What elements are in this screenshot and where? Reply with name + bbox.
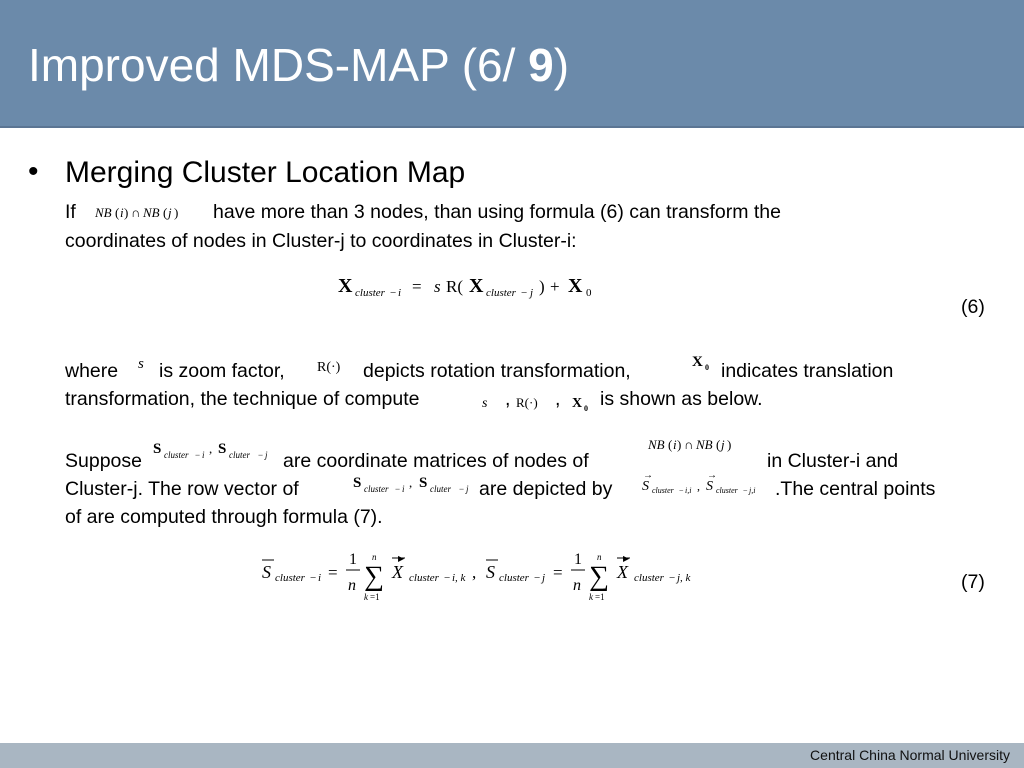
p3-end: in Cluster-i and [767, 450, 899, 472]
svg-text:∑: ∑ [589, 561, 609, 592]
svg-text:k: k [589, 592, 593, 602]
svg-text:R(·): R(·) [317, 360, 341, 375]
p2-comma2: , [555, 388, 561, 410]
math-nb-intersection [95, 202, 207, 224]
footer-institution: Central China Normal University [810, 747, 1010, 763]
svg-text:−: − [258, 450, 264, 460]
svg-text:▶: ▶ [623, 554, 630, 563]
p3-line2a: Cluster-j. The row vector of [65, 478, 299, 500]
p3-line2b: are depicted by [479, 478, 613, 500]
svg-text:i, k: i, k [452, 572, 466, 584]
svg-text:NB: NB [143, 205, 160, 220]
svg-text:=: = [328, 563, 338, 582]
p2-zoom: is zoom factor, [159, 360, 285, 382]
svg-text:cluster: cluster [652, 486, 674, 495]
math-s-2 [480, 392, 494, 412]
slide-header [0, 0, 1024, 128]
svg-text:+: + [550, 277, 560, 296]
p2-where: where [65, 360, 119, 382]
svg-text:−: − [669, 572, 676, 584]
svg-text:NB: NB [95, 205, 112, 220]
svg-text:j: j [721, 437, 725, 452]
svg-text:i,i: i,i [685, 486, 692, 495]
svg-text:−: − [679, 486, 684, 495]
svg-text:i: i [673, 437, 677, 452]
bullet-marker: • [28, 155, 39, 188]
svg-text:=1: =1 [370, 592, 380, 602]
svg-text:NB: NB [648, 437, 665, 452]
p2-end: is shown as below. [600, 388, 763, 410]
svg-text:i: i [120, 205, 124, 220]
p2-comma1: , [505, 388, 511, 410]
svg-text:i: i [202, 450, 205, 460]
p2-rot: depicts rotation transformation, [363, 360, 631, 382]
svg-text:∩: ∩ [131, 205, 141, 220]
svg-text:S: S [419, 475, 428, 491]
svg-text:n: n [348, 577, 356, 594]
svg-text:cluster: cluster [275, 572, 305, 584]
p3-line3: of are computed through formula (7). [65, 506, 383, 528]
svg-text:,: , [209, 441, 213, 456]
svg-text:S: S [218, 441, 227, 457]
math-rotation [315, 355, 355, 377]
svg-text:n: n [573, 577, 581, 594]
svg-text:(: ( [716, 437, 721, 452]
svg-text:X: X [568, 275, 583, 297]
svg-text:n: n [372, 552, 377, 562]
svg-text:R(: R( [446, 277, 463, 296]
p1-line2: coordinates of nodes in Cluster-j to coordinates in Cluster-i: [65, 230, 577, 252]
svg-text:cluster: cluster [486, 287, 516, 299]
svg-text:,: , [409, 475, 413, 490]
svg-text:cluter: cluter [430, 484, 451, 494]
math-s [136, 353, 150, 373]
p2-trans: indicates translation [721, 360, 894, 382]
svg-text:cluster: cluster [355, 287, 385, 299]
svg-text:−: − [459, 484, 465, 494]
math-s-matrices-2 [351, 471, 483, 497]
math-x0-2 [570, 392, 596, 416]
svg-text:0: 0 [584, 404, 588, 413]
svg-text:−: − [395, 484, 401, 494]
p3-line2c: .The central points [775, 478, 936, 500]
p1-rest: have more than 3 nodes, than using formula (6) can transform the [213, 201, 781, 223]
svg-text:−: − [534, 572, 541, 584]
svg-text:=: = [412, 277, 422, 296]
svg-text:X: X [617, 562, 628, 582]
svg-text:cluster: cluster [634, 572, 664, 584]
svg-text:i: i [402, 484, 405, 494]
svg-text:k: k [364, 592, 368, 602]
svg-text:cluster: cluster [716, 486, 738, 495]
svg-text:→: → [643, 470, 653, 481]
svg-text:j: j [542, 572, 546, 584]
svg-text:=1: =1 [595, 592, 605, 602]
svg-text:cluster: cluster [164, 450, 189, 460]
slide-footer [0, 743, 1024, 768]
p3-mid: are coordinate matrices of nodes of [283, 450, 589, 472]
svg-text:∩: ∩ [684, 437, 694, 452]
svg-text:0: 0 [705, 363, 709, 372]
svg-text:(: ( [668, 437, 673, 452]
svg-text:n: n [597, 552, 602, 562]
svg-text:X: X [392, 562, 403, 582]
svg-text:S: S [642, 479, 649, 494]
svg-text:S: S [486, 562, 495, 582]
equation-6 [338, 270, 618, 302]
svg-text:S: S [262, 562, 271, 582]
p2-line2: transformation, the technique of compute [65, 388, 420, 410]
svg-text:i: i [318, 572, 322, 584]
svg-text:cluster: cluster [409, 572, 439, 584]
svg-text:0: 0 [586, 287, 592, 299]
section-heading: Merging Cluster Location Map [65, 156, 466, 189]
svg-text:S: S [153, 441, 162, 457]
p1-if: If [65, 201, 76, 223]
svg-text:−: − [444, 572, 451, 584]
svg-text:=: = [553, 563, 563, 582]
math-rotation-2 [514, 392, 554, 414]
svg-text:): ) [727, 437, 732, 452]
svg-text:X: X [338, 275, 353, 297]
math-x0 [690, 350, 716, 376]
svg-text:X: X [469, 275, 484, 297]
svg-text:s: s [434, 277, 441, 296]
svg-text:j: j [265, 450, 268, 460]
svg-text:1: 1 [349, 551, 357, 568]
math-s-matrices [151, 437, 283, 463]
svg-text:cluster: cluster [499, 572, 529, 584]
svg-text:j: j [168, 205, 172, 220]
svg-text:j: j [466, 484, 469, 494]
svg-text:S: S [706, 479, 713, 494]
svg-text:−: − [195, 450, 201, 460]
svg-text:cluster: cluster [364, 484, 389, 494]
p3-suppose: Suppose [65, 450, 142, 472]
svg-text:): ) [539, 277, 545, 296]
svg-text:cluter: cluter [229, 450, 250, 460]
svg-text:(: ( [163, 205, 168, 220]
svg-text:−: − [521, 287, 528, 299]
svg-text:): ) [677, 437, 682, 452]
svg-text:j, k: j, k [677, 572, 691, 584]
svg-text:j,i: j,i [749, 486, 756, 495]
svg-text:X: X [572, 396, 583, 411]
svg-text:−: − [390, 287, 397, 299]
equation-7 [258, 544, 708, 606]
svg-text:R(·): R(·) [516, 395, 538, 410]
slide-title: Improved MDS-MAP (6/ 9) [28, 39, 570, 91]
svg-text:s: s [482, 396, 488, 411]
svg-text:,: , [472, 563, 477, 582]
svg-text:): ) [124, 205, 129, 220]
svg-text:−: − [310, 572, 317, 584]
math-nb-intersection-2 [646, 434, 762, 456]
svg-text:S: S [353, 475, 362, 491]
svg-text:1: 1 [574, 551, 582, 568]
equation-6-number: (6) [961, 296, 985, 318]
svg-text:s: s [138, 356, 144, 372]
svg-text:NB: NB [696, 437, 713, 452]
svg-text:▶: ▶ [398, 554, 405, 563]
math-row-vectors [640, 470, 774, 498]
svg-text:i: i [398, 287, 402, 299]
svg-text:→: → [707, 470, 717, 481]
svg-text:j: j [530, 287, 534, 299]
svg-text:X: X [692, 354, 703, 370]
svg-text:,: , [697, 479, 700, 493]
svg-text:(: ( [115, 205, 120, 220]
svg-text:−: − [743, 486, 748, 495]
svg-text:∑: ∑ [364, 561, 384, 592]
svg-text:): ) [174, 205, 179, 220]
equation-7-number: (7) [961, 571, 985, 593]
